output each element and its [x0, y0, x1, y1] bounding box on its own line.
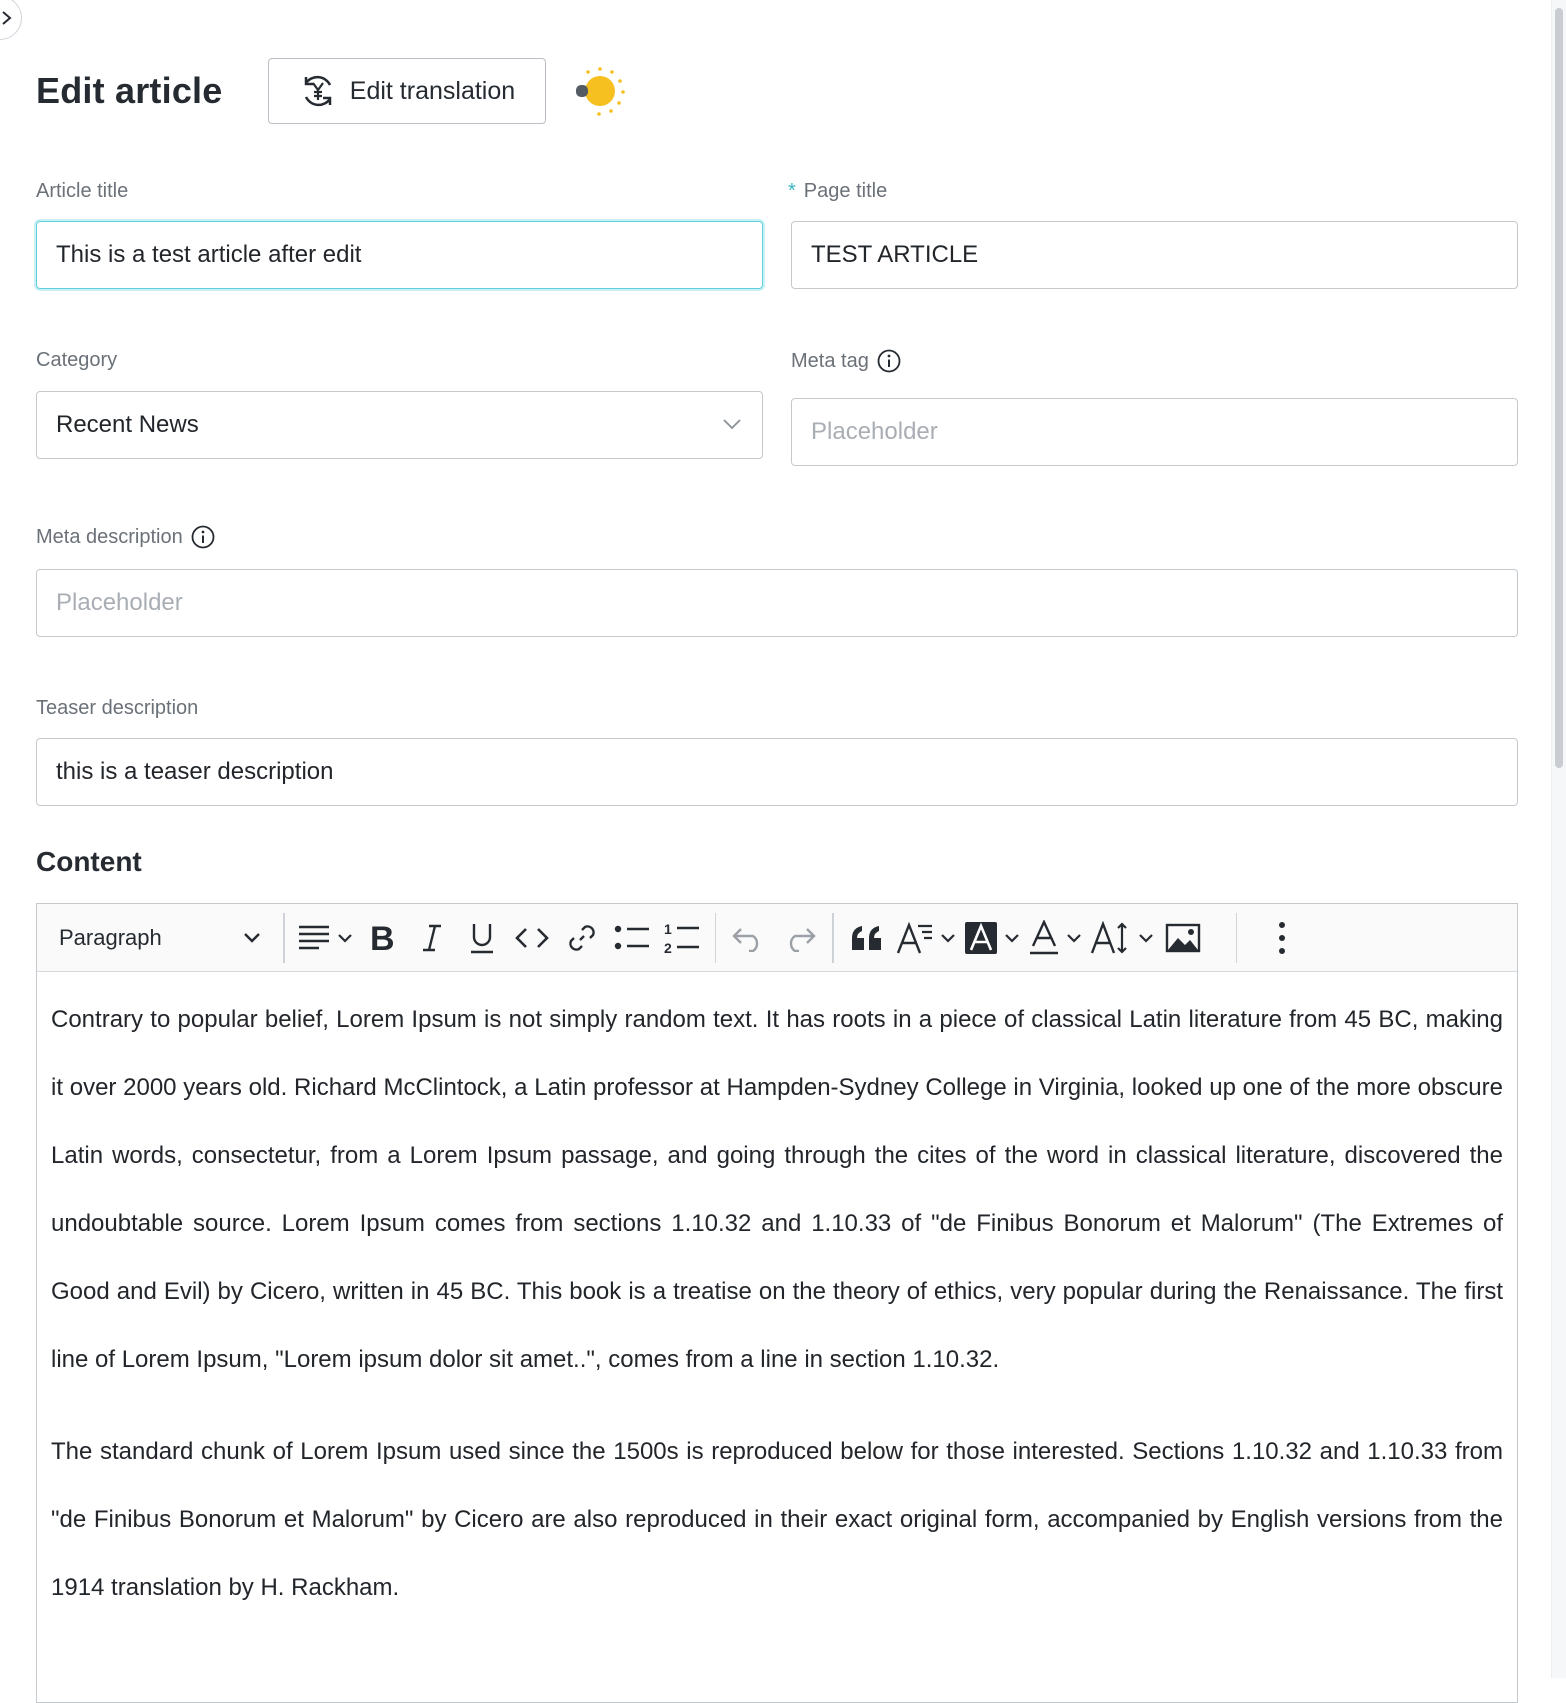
chevron-right-icon [1, 10, 13, 26]
meta-description-label-text: Meta description [36, 525, 183, 548]
chevron-down-icon [243, 932, 261, 944]
numbered-list-button[interactable] [657, 912, 707, 964]
more-options-button[interactable] [1257, 912, 1307, 964]
content-paragraph: Contrary to popular belief, Lorem Ipsum is not simply random text. It has roots in a piece of classical Latin literature from 45 BC, making it over 2000 years old. Richard McClintock, a Latin professor at Hampden-Sydney College in Virginia, looked up one of the more obscure Latin words, consectetur, from a Lorem Ipsum passage, and going through the cites of the word in classical literature, discovered the undoubtable source. Lorem Ipsum comes from sections 1.10.32 and 1.10.33 of "de Finibus Bonorum et Malorum" (The Extremes of Good and Evil) by Cicero, written in 45 BC. This book is a treatise on the theory of ethics, very popular during the Renaissance. The first line of Lorem Ipsum, "Lorem ipsum dolor sit amet..", comes from a line in section 1.10.32. [51, 1006, 1503, 1373]
text-style-icon [896, 921, 934, 955]
chevron-down-icon [337, 933, 353, 943]
underline-icon [467, 921, 497, 955]
page-title-input[interactable] [791, 221, 1518, 289]
align-button[interactable] [293, 912, 357, 964]
chevron-down-icon [722, 414, 742, 434]
underline-button[interactable] [457, 912, 507, 964]
svg-text:2: 2 [663, 939, 672, 955]
info-icon[interactable] [877, 349, 901, 373]
more-icon [1277, 921, 1287, 955]
image-icon [1165, 923, 1201, 953]
toolbar-divider [283, 913, 285, 963]
insert-image-button[interactable] [1158, 912, 1208, 964]
meta-tag-placeholder: Placeholder [811, 418, 938, 445]
info-icon[interactable] [191, 525, 215, 549]
bulleted-list-icon [613, 923, 651, 953]
font-color-button[interactable] [1024, 912, 1086, 964]
font-color-icon [1028, 920, 1060, 956]
editor-toolbar [37, 904, 1517, 972]
numbered-list-icon [663, 921, 701, 955]
teaser-description-input[interactable] [36, 738, 1518, 806]
article-title-label-text: Article title [36, 180, 129, 202]
teaser-description-value: this is a teaser description [56, 758, 334, 785]
svg-text:1: 1 [663, 920, 672, 937]
chevron-down-icon [1138, 933, 1154, 943]
rich-text-editor[interactable] [36, 903, 1518, 1703]
page-title-value: TEST ARTICLE [811, 241, 979, 268]
highlight-icon [964, 921, 998, 955]
blockquote-icon [850, 924, 884, 952]
italic-button[interactable] [407, 912, 457, 964]
font-size-button[interactable] [1086, 912, 1158, 964]
category-label-text: Category [36, 349, 118, 371]
meta-description-input[interactable] [36, 569, 1518, 637]
toolbar-divider [1236, 913, 1238, 963]
page-header [36, 58, 628, 124]
teaser-description-label-text: Teaser description [36, 697, 199, 719]
page-title-label-text: Page title [803, 180, 888, 202]
category-select[interactable] [36, 391, 763, 459]
font-size-icon [1090, 921, 1132, 955]
chevron-down-icon [1004, 933, 1020, 943]
category-label [36, 349, 117, 372]
text-style-button[interactable] [892, 912, 960, 964]
chevron-down-icon [940, 933, 956, 943]
link-button[interactable] [557, 912, 607, 964]
page-scrollbar[interactable] [1551, 0, 1566, 1678]
undo-button[interactable] [724, 912, 774, 964]
italic-icon [417, 922, 447, 954]
scrollbar-thumb[interactable] [1555, 8, 1563, 768]
bold-button[interactable] [357, 912, 407, 964]
blockquote-button[interactable] [842, 912, 892, 964]
undo-icon [731, 924, 767, 952]
article-title-value: This is a test article after edit [56, 241, 362, 268]
bulleted-list-button[interactable] [607, 912, 657, 964]
article-title-label [36, 180, 128, 203]
required-mark: * [788, 180, 796, 202]
meta-description-label [36, 525, 215, 549]
page-title: Edit article [36, 70, 223, 111]
code-button[interactable] [507, 912, 557, 964]
highlight-button[interactable] [960, 912, 1024, 964]
edit-translation-button[interactable] [268, 58, 546, 124]
edit-translation-label: Edit translation [349, 76, 516, 105]
toolbar-divider [832, 913, 834, 963]
teaser-description-label [36, 697, 198, 720]
block-format-value: Paragraph [59, 924, 162, 950]
sidebar-expand-button[interactable] [0, 0, 22, 40]
redo-icon [781, 924, 817, 952]
meta-description-placeholder: Placeholder [56, 589, 183, 616]
toolbar-divider [715, 913, 717, 963]
page-title-label [788, 180, 887, 203]
link-icon [566, 922, 598, 954]
block-format-dropdown[interactable] [47, 912, 275, 964]
bold-icon [367, 922, 397, 954]
currency-exchange-icon [300, 73, 336, 109]
category-value: Recent News [56, 411, 199, 438]
content-section-title: Content [36, 846, 142, 877]
chevron-down-icon [1066, 933, 1082, 943]
editor-content[interactable] [37, 972, 1517, 1622]
lightbulb-icon[interactable] [568, 61, 628, 121]
meta-tag-label [791, 349, 901, 373]
svg-text:B: B [369, 921, 395, 954]
redo-button[interactable] [774, 912, 824, 964]
code-icon [514, 926, 550, 950]
align-icon [297, 923, 331, 953]
meta-tag-label-text: Meta tag [791, 349, 869, 372]
meta-tag-input[interactable] [791, 398, 1518, 466]
content-paragraph: The standard chunk of Lorem Ipsum used since the 1500s is reproduced below for those interested. Sections 1.10.32 and 1.10.33 from "de Finibus Bonorum et Malorum" by Cicero are also reproduced in their exact original form, accompanied by English versions from the 1914 translation by H. Rackham. [51, 1438, 1503, 1601]
article-title-input[interactable] [36, 221, 763, 289]
